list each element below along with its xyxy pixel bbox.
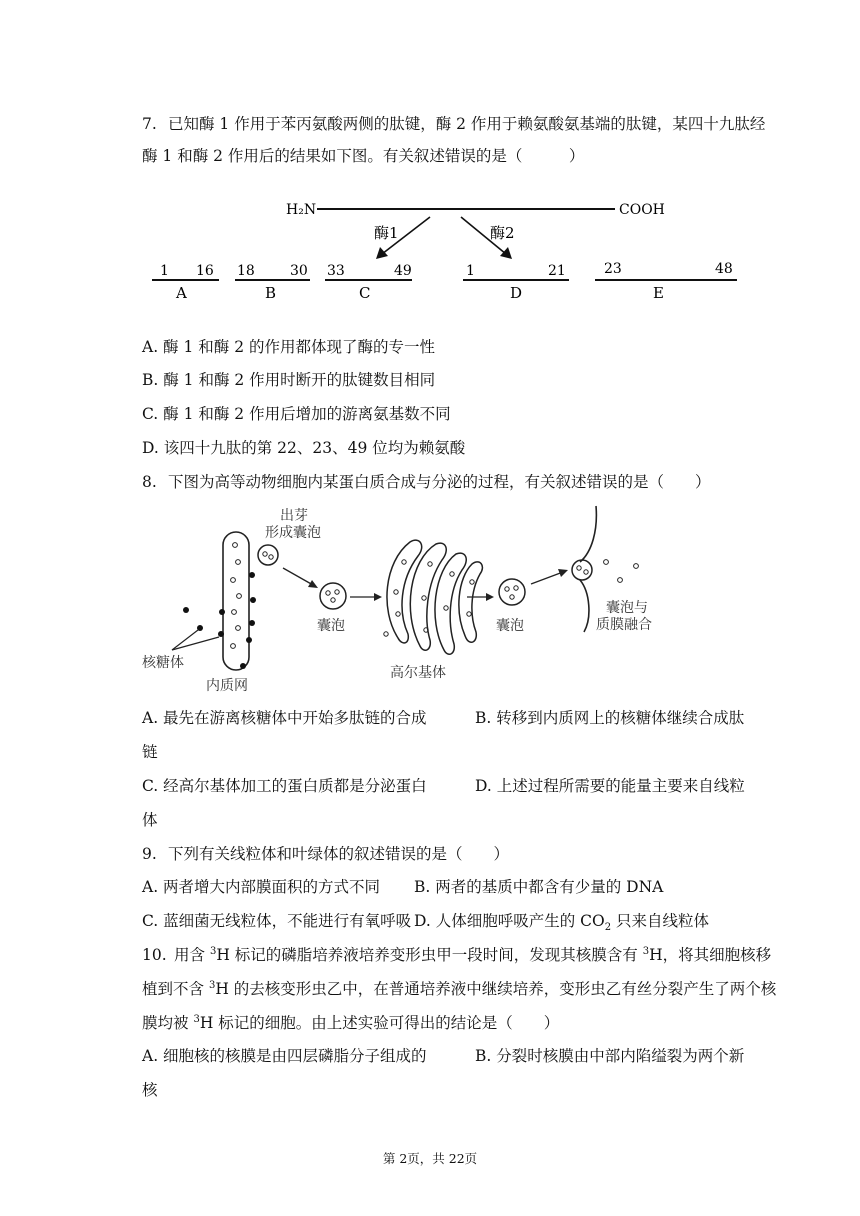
ribosome-pointer <box>172 637 219 650</box>
golgi-dot <box>396 612 400 616</box>
vesicle-dot <box>263 552 267 556</box>
vesicle-dot <box>510 595 514 599</box>
golgi-dot <box>422 596 426 600</box>
free-ribosome <box>183 607 189 613</box>
golgi-dot <box>470 580 474 584</box>
fragment-e-label: E <box>653 284 664 302</box>
er-lumen-dot <box>231 578 236 583</box>
q8-option-a-wrap: 链 <box>142 743 158 761</box>
golgi-cisterna <box>387 540 422 643</box>
er-lumen-dot <box>236 626 241 631</box>
fragment-b-start: 18 <box>237 263 255 279</box>
fragment-b-label: B <box>265 284 277 302</box>
budding-label-2: 形成囊泡 <box>265 525 321 541</box>
arrow-er-to-vesicle <box>283 568 313 585</box>
arrow-to-vesicle-2-head <box>486 593 494 601</box>
golgi-label: 高尔基体 <box>390 665 446 681</box>
q8-option-b: B. 转移到内质网上的核糖体继续合成肽 <box>475 709 745 727</box>
bound-ribosome <box>249 620 255 626</box>
bound-ribosome <box>219 609 225 615</box>
q8-figure <box>0 500 860 695</box>
vesicle-dot <box>326 591 330 595</box>
secreted-protein <box>618 578 623 583</box>
co2-subscript: 2 <box>604 922 612 934</box>
q8-line1 <box>142 472 711 492</box>
q7-option-c: C. 酶 1 和酶 2 作用后增加的游离氨基数不同 <box>142 405 451 423</box>
q7-figure <box>0 190 860 310</box>
q10-line3 <box>142 1013 559 1033</box>
vesicle-dot <box>269 555 273 559</box>
fragment-c-start: 33 <box>327 263 345 279</box>
arrow-to-membrane <box>531 572 563 584</box>
vesicle-dot <box>577 566 581 570</box>
fusion-label-1: 囊泡与 <box>606 600 648 616</box>
arrow-to-golgi-head <box>374 593 382 601</box>
q10-stem-1b: H 标记的磷脂培养液培养变形虫甲一段时间，发现其核膜含有 <box>216 946 643 964</box>
q10-line1 <box>142 945 771 965</box>
fragment-d-end: 21 <box>548 263 566 279</box>
bound-ribosome <box>246 637 252 643</box>
golgi-dot <box>394 590 398 594</box>
q10-line2 <box>142 979 776 999</box>
fragment-a-end: 16 <box>196 263 214 279</box>
fragment-d-start: 1 <box>466 263 475 279</box>
q9-option-c: C. 蓝细菌无线粒体，不能进行有氧呼吸 <box>142 912 412 930</box>
fusion-label-2: 质膜融合 <box>596 617 652 633</box>
q7-option-b: B. 酶 1 和酶 2 作用时断开的肽键数目相同 <box>142 371 436 389</box>
q8-stem-1: 下图为高等动物细胞内某蛋白质合成与分泌的过程，有关叙述错误的是（ ） <box>168 473 711 491</box>
q7-option-a: A. 酶 1 和酶 2 的作用都体现了酶的专一性 <box>142 338 435 356</box>
budding-vesicle <box>258 545 278 565</box>
q9-option-d <box>414 911 710 934</box>
q9-option-b: B. 两者的基质中都含有少量的 DNA <box>414 878 664 896</box>
q10-stem-3a: 膜均被 <box>142 1014 194 1032</box>
page-footer: 第 2页，共 22页 <box>382 1151 478 1166</box>
q10-option-a: A. 细胞核的核膜是由四层磷脂分子组成的 <box>142 1047 427 1065</box>
golgi-dot <box>444 606 448 610</box>
bound-ribosome <box>218 631 224 637</box>
q10-stem-1a: 用含 <box>174 946 210 964</box>
vesicle-dot <box>331 598 335 602</box>
vesicle-1-label: 囊泡 <box>317 618 345 634</box>
vesicle-dot <box>584 570 588 574</box>
er-shape <box>223 532 249 670</box>
q7-number: 7. <box>142 115 157 133</box>
vesicle-2-label: 囊泡 <box>496 618 524 634</box>
q9-option-d-pre: D. 人体细胞呼吸产生的 CO <box>414 912 605 930</box>
vesicle-2 <box>499 579 525 605</box>
er-lumen-dot <box>232 610 237 615</box>
enzyme2-arrowhead <box>500 247 512 259</box>
er-lumen-dot <box>236 560 241 565</box>
budding-label-1: 出芽 <box>280 508 308 524</box>
er-label: 内质网 <box>206 678 248 694</box>
q8-option-a: A. 最先在游离核糖体中开始多肽链的合成 <box>142 709 427 727</box>
vesicle-dot <box>335 590 339 594</box>
fusing-vesicle <box>572 560 592 580</box>
fragment-a-start: 1 <box>160 263 169 279</box>
golgi-cisterna <box>435 553 466 654</box>
fragment-a-label: A <box>176 284 187 302</box>
er-lumen-dot <box>231 644 236 649</box>
enzyme1-arrowhead <box>376 247 388 259</box>
q9-line1 <box>142 844 509 864</box>
isotope-superscript: 3 <box>208 979 216 991</box>
er-lumen-dot <box>233 543 238 548</box>
q10-option-b: B. 分裂时核膜由中部内陷缢裂为两个新 <box>475 1047 745 1065</box>
q9-number: 9. <box>142 845 157 863</box>
q8-option-c-wrap: 体 <box>142 811 158 829</box>
ribosome-label: 核糖体 <box>142 655 184 671</box>
q7-stem-2: 酶 1 和酶 2 作用后的结果如下图。有关叙述错误的是（ ） <box>142 147 585 165</box>
fragment-e-end: 48 <box>715 261 733 277</box>
fragment-d-label: D <box>510 284 523 302</box>
secreted-protein <box>604 560 609 565</box>
bound-ribosome <box>250 597 256 603</box>
arrow-er-to-vesicle-head <box>308 580 318 588</box>
golgi-dot <box>384 632 388 636</box>
q7-stem-1: 已知酶 1 作用于苯丙氨酸两侧的肽键，酶 2 作用于赖氨酸氨基端的肽键，某四十九肽经 <box>168 115 766 133</box>
er-lumen-dot <box>237 594 242 599</box>
isotope-superscript: 3 <box>209 945 217 957</box>
fragment-e-start: 23 <box>604 261 622 277</box>
bound-ribosome <box>240 663 246 669</box>
q9-option-d-post: 只来自线粒体 <box>611 912 710 930</box>
q10-stem-2b: H 的去核变形虫乙中，在普通培养液中继续培养，变形虫乙有丝分裂产生了两个核 <box>215 980 777 998</box>
q10-stem-2a: 植到不含 <box>142 980 209 998</box>
secreted-protein <box>634 564 639 569</box>
vesicle-dot <box>514 586 518 590</box>
golgi-dot <box>450 572 454 576</box>
golgi-cisterna <box>459 562 483 642</box>
q7-option-d: D. 该四十九肽的第 22、23、49 位均为赖氨酸 <box>142 439 466 457</box>
q10-stem-1c: H，将其细胞核移 <box>649 946 772 964</box>
q8-number: 8. <box>142 473 157 491</box>
golgi-dot <box>428 562 432 566</box>
fragment-c-end: 49 <box>394 263 412 279</box>
bound-ribosome <box>249 572 255 578</box>
q9-option-a: A. 两者增大内部膜面积的方式不同 <box>142 878 381 896</box>
arrow-to-membrane-head <box>558 569 568 577</box>
q9-stem-1: 下列有关线粒体和叶绿体的叙述错误的是（ ） <box>168 845 510 863</box>
plasma-membrane <box>580 506 596 632</box>
vesicle-dot <box>505 587 509 591</box>
vesicle-1 <box>320 583 346 609</box>
enzyme2-label: 酶2 <box>490 224 515 242</box>
q7-right-end: COOH <box>619 202 665 218</box>
q10-stem-3b: H 标记的细胞。由上述实验可得出的结论是（ ） <box>199 1014 560 1032</box>
q7-left-end: H₂N <box>286 202 317 218</box>
q10-option-a-wrap: 核 <box>142 1081 158 1099</box>
enzyme1-label: 酶1 <box>374 224 399 242</box>
fragment-b-end: 30 <box>290 263 308 279</box>
golgi-dot <box>467 612 471 616</box>
golgi-dot <box>402 560 406 564</box>
isotope-superscript: 3 <box>642 945 650 957</box>
q7-line2 <box>142 146 584 166</box>
q8-option-d: D. 上述过程所需要的能量主要来自线粒 <box>475 777 745 795</box>
isotope-superscript: 3 <box>193 1013 200 1025</box>
q7-line1 <box>142 114 765 134</box>
q10-number: 10. <box>142 946 167 964</box>
q8-option-c: C. 经高尔基体加工的蛋白质都是分泌蛋白 <box>142 777 427 795</box>
fragment-c-label: C <box>359 284 371 302</box>
